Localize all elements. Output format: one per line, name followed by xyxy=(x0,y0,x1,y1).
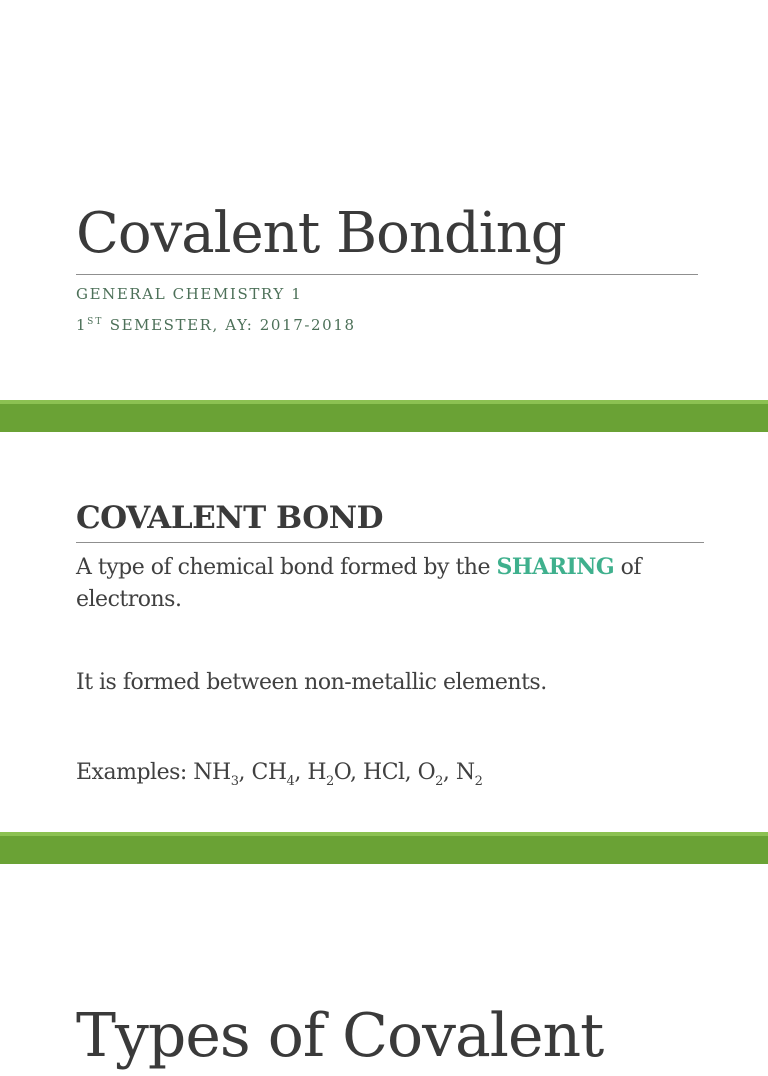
formula-base: H xyxy=(307,760,326,785)
formula-base: CH xyxy=(251,760,287,785)
title-slide xyxy=(0,0,768,400)
examples-paragraph xyxy=(76,757,716,798)
formula-subscript: 2 xyxy=(326,774,334,789)
formula-subscript: 2 xyxy=(474,774,483,789)
sharing-highlight: SHARING xyxy=(496,554,615,580)
slide-title-partial: Types of Covalent xyxy=(76,1001,604,1071)
examples-list xyxy=(193,760,483,789)
formula-base: HCl xyxy=(363,760,405,785)
formula-4 xyxy=(417,760,456,789)
formula-subscript: 2 xyxy=(435,774,443,789)
formula-5 xyxy=(455,760,483,789)
formula-base: O xyxy=(417,760,436,785)
definition-paragraph xyxy=(76,551,716,616)
semester-subtitle xyxy=(76,316,356,334)
formula-2 xyxy=(307,760,364,789)
formula-1 xyxy=(251,760,308,789)
formula-separator: , xyxy=(238,760,252,785)
formed-paragraph: It is formed between non-metallic elements. xyxy=(76,670,547,695)
title-underline xyxy=(76,274,698,275)
formula-separator: , xyxy=(442,760,456,785)
semester-number: 1 xyxy=(76,316,88,334)
formula-separator: , xyxy=(350,760,364,785)
formula-separator: , xyxy=(404,760,418,785)
slide-title: Covalent Bonding xyxy=(76,201,566,266)
slide-divider xyxy=(0,832,768,864)
definition-text-end: of electrons. xyxy=(76,555,642,612)
course-subtitle: GENERAL CHEMISTRY 1 xyxy=(76,285,303,303)
formula-base: N xyxy=(455,760,475,785)
formula-3 xyxy=(363,760,418,785)
formula-subscript: 4 xyxy=(286,774,295,789)
formula-0 xyxy=(193,760,252,789)
heading-underline xyxy=(76,542,704,543)
formula-subscript: 3 xyxy=(230,774,239,789)
formula-separator: , xyxy=(294,760,308,785)
semester-ordinal-suffix: ST xyxy=(87,317,104,327)
semester-text: SEMESTER, AY: 2017-2018 xyxy=(103,316,356,334)
definition-text-start: A type of chemical bond formed by the xyxy=(76,555,497,580)
types-slide xyxy=(0,864,768,1071)
formula-tail: O xyxy=(333,760,351,785)
section-heading: COVALENT BOND xyxy=(76,500,383,536)
slide-divider xyxy=(0,400,768,432)
covalent-bond-slide xyxy=(0,432,768,831)
examples-label: Examples: xyxy=(76,760,194,785)
formula-base: NH xyxy=(193,760,231,785)
